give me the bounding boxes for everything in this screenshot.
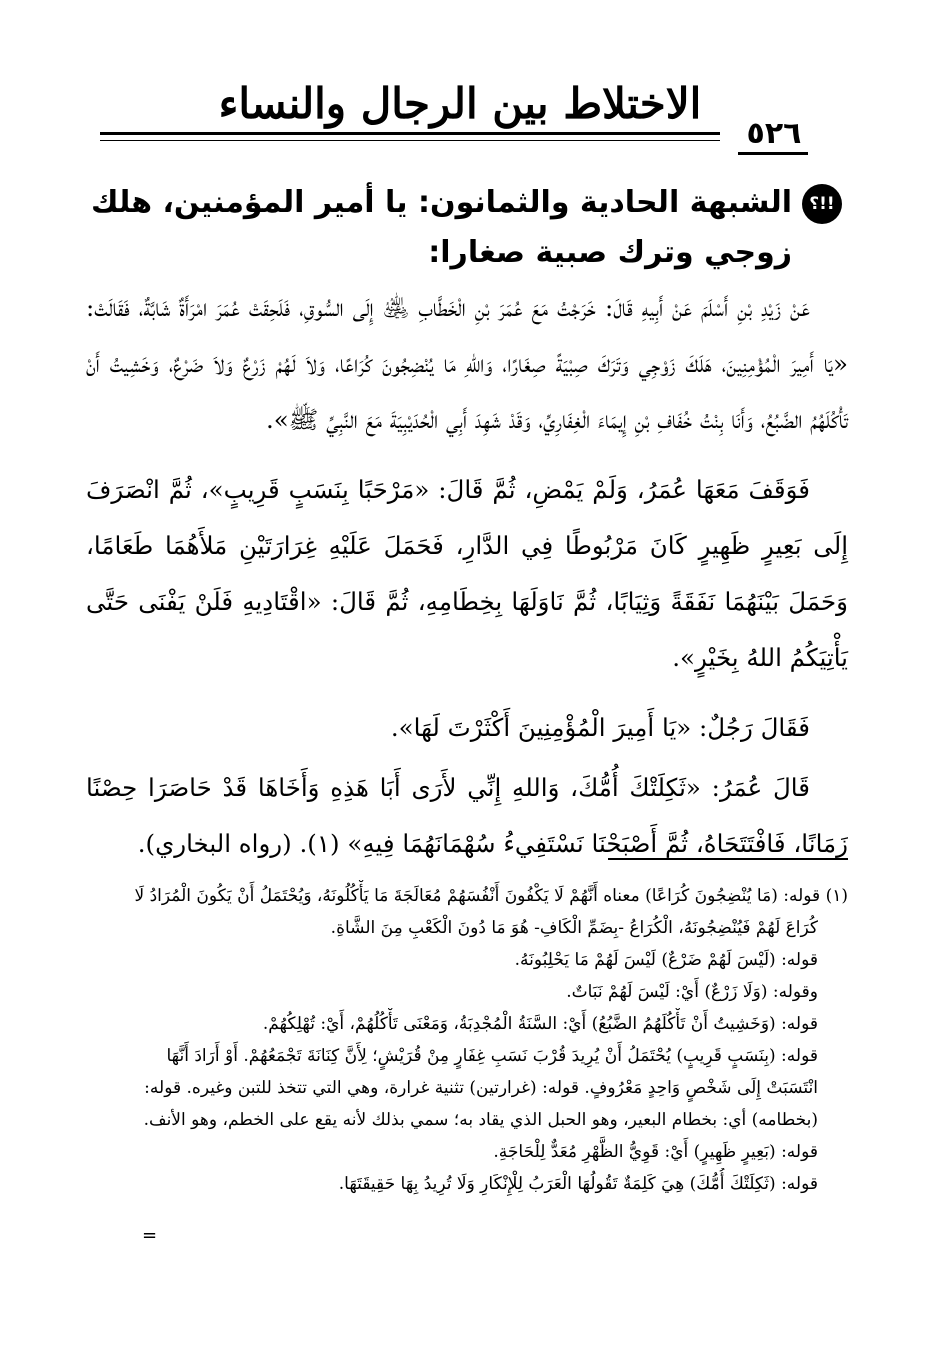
paragraph-umar-reply: قَالَ عُمَرُ: «ثَكِلَتْكَ أُمُّكَ، وَاللهِ إِنِّي لأَرَى أَبَا هَذِهِ وَأَخَاهَا قَدْ حَاصَرَا حِصْنًا زَمَانًا، فَافْتَتَحَاهُ، ثُمَّ أَصْبَحْنَا نَسْتَفِيءُ سُهْمَانَهُمَا فِيهِ» (١). (رواه البخاري). bbox=[86, 773, 848, 858]
footnote-line: (بخطامه) أي: بخطام البعير، وهو الحبل الذي يقاد به؛ سمي بذلك لأنه يقع على الخطم، وهو الأنف. bbox=[143, 1110, 818, 1130]
paragraph-man-remark: فَقَالَ رَجُلٌ: «يَا أَمِيرَ الْمُؤْمِنِينَ أَكْثَرْتَ لَهَا». bbox=[390, 713, 810, 742]
page-number: ٥٢٦ bbox=[746, 116, 802, 151]
header-rule-thin bbox=[100, 140, 720, 141]
footnote-line: قوله: (وَخَشِيتُ أَنْ تَأْكُلَهُمُ الضَّبُعُ) أَيْ: السَّنَةُ الْمُجْدِبَةُ، وَمَعْنَى تَأْكُلُهُمْ، أَيْ: تُهْلِكُهُمْ. bbox=[262, 1014, 818, 1034]
footnote-line: قوله: (لَيْسَ لَهُمْ ضَرْعٌ) لَيْسَ لَهُمْ مَا يَحْلِبُونَهُ. bbox=[514, 950, 818, 970]
exclamation-marker-icon: ؟!! bbox=[802, 184, 842, 224]
page-number-underline bbox=[738, 152, 808, 155]
main-text bbox=[86, 280, 848, 886]
footnote-line: قوله: (ثَكِلَتْكَ أُمُّكَ) هِيَ كَلِمَةٌ تَقُولُهَا الْعَرَبُ لِلْإِنْكَارِ وَلَا تُرِيدُ بِهَا حَقِيقَتَهَا. bbox=[338, 1174, 818, 1194]
footnote-line: قوله: (بِنَسَبٍ قَرِيبٍ) يُحْتَمَلُ أَنْ يُرِيدَ قُرْبَ نَسَبِ غِفَارٍ مِنْ قُرَيْشٍ؛ لِأَنَّ كِنَانَةَ تَجْمَعُهُمْ. أَوْ أَرَادَ أَنَّهَا bbox=[166, 1046, 818, 1066]
continuation-mark: = bbox=[142, 1225, 158, 1246]
footnote-line: قوله: (بَعِيرٍ ظَهِيرٍ) أَيْ: قَوِيُّ الظَّهْرِ مُعَدٌّ لِلْحَاجَةِ. bbox=[493, 1142, 818, 1162]
book-title: الاختلاط بين الرجال والنساء bbox=[218, 79, 702, 128]
section-heading-text: الشبهة الحادية والثمانون: يا أمير المؤمنين، هلك زوجي وترك صبية صغارا: bbox=[91, 185, 792, 270]
footnote-separator bbox=[608, 858, 848, 860]
footnote-line: وقوله: (وَلَا زَرْعٌ) أَيْ: لَيْسَ لَهُمْ نَبَاتٌ. bbox=[566, 982, 818, 1002]
paragraph-hadith: عَنْ زَيْدِ بْنِ أَسْلَمَ عَنْ أَبِيهِ قَالَ: خَرَجْتُ مَعَ عُمَرَ بْنِ الْخَطَّابِ ﵁ إِلَى السُّوقِ، فَلَحِقَتْ عُمَرَ امْرَأَةٌ شَابَّةٌ، فَقَالَتْ: «يَا أَمِيرَ الْمُؤْمِنِينَ، هَلَكَ زَوْجِي وَتَرَكَ صِبْيَةً صِغَارًا، وَاللهِ مَا يُنْضِجُونَ كُرَاعًا، وَلاَ لَهُمْ زَرْعٌ وَلاَ ضَرْعٌ، وَخَشِيتُ أَنْ تَأْكُلَهُمُ الضَّبُعُ، وَأَنَا بِنْتُ خُفَافِ بْنِ إِيمَاءَ الْغِفَارِيِّ، وَقَدْ شَهِدَ أَبِي الْحُدَيْبِيَةَ مَعَ النَّبِيِّ ﷺ». bbox=[86, 293, 848, 434]
footnotes bbox=[86, 880, 848, 1200]
footnote-line: انْتَسَبَتْ إِلَى شَخْصٍ وَاحِدٍ مَعْرُوفٍ. قوله: (غرارتين) تثنية غرارة، وهي التي تتخذ للتبن وغيره. قوله: bbox=[144, 1078, 818, 1098]
footnote-line: (١) قوله: (مَا يُنْضِجُونَ كُرَاعًا) معناه أَنَّهُمْ لَا يَكْفُونَ أَنْفُسَهُمْ مُعَالَجَةَ مَا يَأْكُلُونَهُ، وَيُحْتَمَلُ أَنْ يَكُونَ الْمُرَادُ لَا bbox=[134, 886, 848, 906]
header-rule bbox=[100, 132, 720, 135]
section-heading bbox=[90, 178, 842, 278]
footnote-line: كُرَاعَ لَهُمْ فَيُنْضِجُونَهُ، الْكُرَاعُ -بِضَمِّ الْكَافِ- هُوَ مَا دُونَ الْكَعْبِ مِنَ الشَّاةِ. bbox=[330, 918, 818, 938]
paragraph-umar-response: فَوَقَفَ مَعَهَا عُمَرُ، وَلَمْ يَمْضِ، ثُمَّ قَالَ: «مَرْحَبًا بِنَسَبٍ قَرِيبٍ»، ثُمَّ انْصَرَفَ إِلَى بَعِيرٍ ظَهِيرٍ كَانَ مَرْبُوطًا فِي الدَّارِ، فَحَمَلَ عَلَيْهِ غِرَارَتَيْنِ مَلأَهُمَا طَعَامًا، وَحَمَلَ بَيْنَهُمَا نَفَقَةً وَثِيَابًا، ثُمَّ نَاوَلَهَا بِخِطَامِهِ، ثُمَّ قَالَ: «اقْتَادِيهِ فَلَنْ يَفْنَى حَتَّى يَأْتِيَكُمُ اللهُ بِخَيْرٍ». bbox=[86, 475, 848, 672]
running-header bbox=[100, 76, 820, 156]
